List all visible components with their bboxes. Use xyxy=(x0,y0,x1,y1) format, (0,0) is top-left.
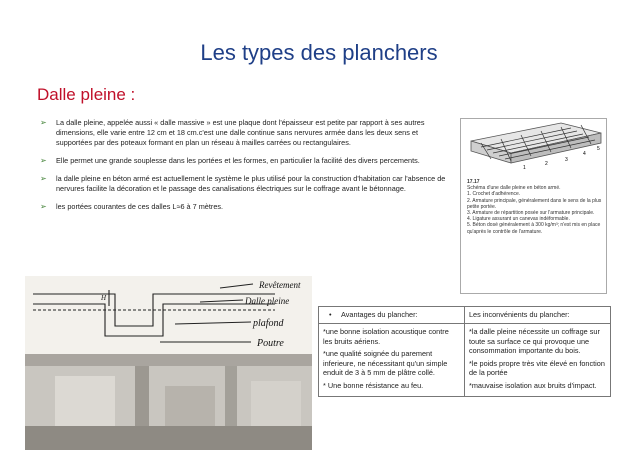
pros-cons-table xyxy=(318,306,611,397)
label-plafond: plafond xyxy=(253,318,284,329)
bullet-item: ➢ les portées courantes de ces dalles L≈6 à 7 mètres. xyxy=(40,202,224,211)
arrow-right-icon: ➢ xyxy=(40,118,47,127)
section-subtitle: Dalle pleine : xyxy=(37,85,136,104)
advantages-cell: *une bonne isolation acoustique contre les bruits aériens. *une qualité soignée du parement inferieure, ne nécessitant qu'un simple enduit de 3 à 5 mm de plâtre collé. * Une bonne résistance au feu. xyxy=(319,324,465,397)
slab-schematic-figure xyxy=(460,118,607,294)
slide-title: Les types des planchers xyxy=(200,40,438,65)
arrow-right-icon: ➢ xyxy=(40,156,47,165)
label-poutre: Poutre xyxy=(257,338,284,349)
label-dalle: Dalle pleine xyxy=(245,296,290,306)
disadvantages-header: Les inconvénients du plancher: xyxy=(465,307,611,324)
figure-caption: 17.17 Schéma d'une dalle pleine en béton armé. 1. Crochet d'adhérence. 2. Armature principale, généralement dans le sens de la plus petite portée. 3. Armature de répartition posée sur l'armature principale. 4. Ligature assurant un canevas indéformable. 5. Béton dosé généralement à 300 kg/m³; n'est mis en place qu'après le contrôle de l'armature. xyxy=(467,179,602,235)
disadvantages-cell: *la dalle pleine nécessite un coffrage sur toute sa surface ce qui provoque une consommation importante du bois. *le poids propre très vite élevé en fonction de la portée *mauvaise isolation aux bruits d'impact. xyxy=(465,324,611,397)
svg-text:1: 1 xyxy=(523,165,526,171)
slab-section-photo xyxy=(25,276,312,450)
arrow-right-icon: ➢ xyxy=(40,174,47,183)
arrow-right-icon: ➢ xyxy=(40,202,47,211)
bullet-item: ➢ la dalle pleine en béton armé est actuellement le système le plus utilisé pour la construction d'habitation car l'absence de nervures facilite la décoration et le passage des canalisations électriques sur le coffrage avant le bétonnage. xyxy=(40,174,446,193)
bullet-list xyxy=(40,118,455,220)
advantages-header: • Avantages du plancher: xyxy=(319,307,465,324)
bullet-item: ➢ Elle permet une grande souplesse dans les portées et les formes, en particulier la facilité des divers percements. xyxy=(40,156,420,165)
slab-rebar-drawing xyxy=(461,119,608,179)
bullet-item: ➢ La dalle pleine, appelée aussi « dalle massive » est une plaque dont l'épaisseur est petite par rapport à ses autres dimensions, elle varie entre 12 cm et 18 cm.c'est une dalle continue sans nervures armée dans les deux sens et supportées par des poteaux formant en plan un réseau à mailles carrées ou rectangulaires. xyxy=(40,118,425,147)
label-h: H xyxy=(101,294,107,302)
svg-text:3: 3 xyxy=(565,157,568,163)
svg-text:5: 5 xyxy=(597,146,600,152)
label-revetement: Revêtement xyxy=(259,280,301,290)
svg-text:2: 2 xyxy=(545,161,548,167)
svg-text:4: 4 xyxy=(583,151,586,157)
section-sketch xyxy=(25,276,312,450)
